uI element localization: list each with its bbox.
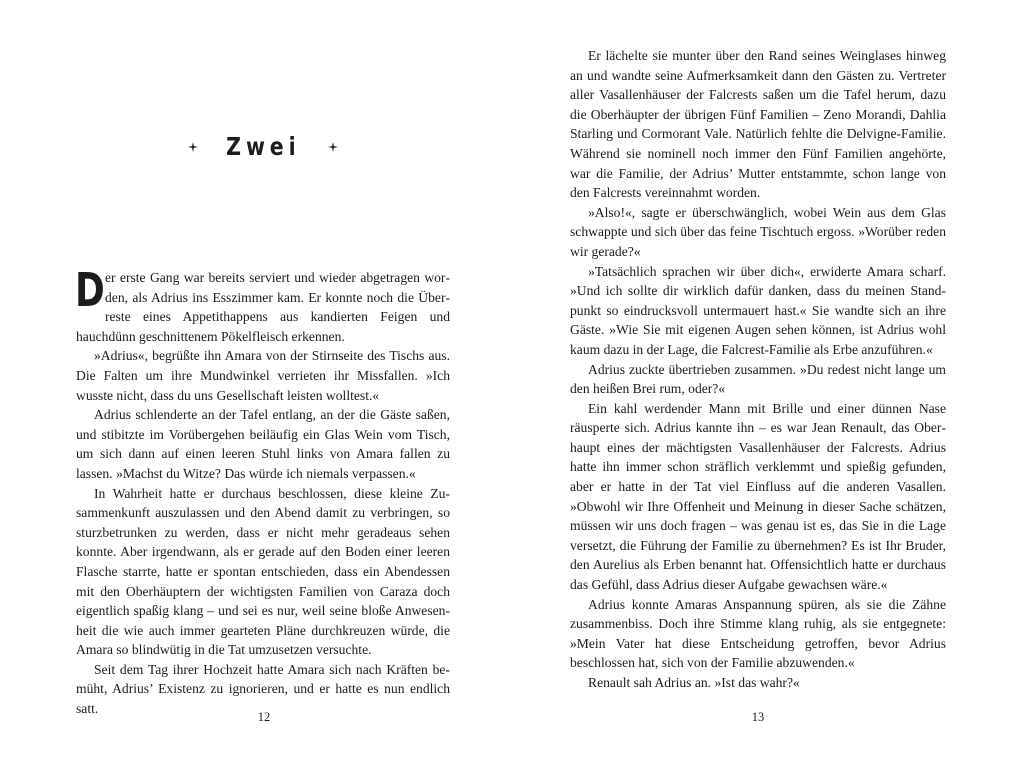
chapter-title: Zwei (225, 132, 301, 161)
paragraph: Adrius schlenderte an der Tafel entlang, an der die Gäste saßen, und stibitzte im Vorübergehen beiläufig ein Glas Wein vom Tisch, um sich dann auf einen leeren Stuhl links von Amara fallen zu lassen. »Machst du Witze? Das würde ich niemals verpassen.« (76, 407, 450, 481)
star-ornament-icon (328, 142, 338, 152)
paragraph (75, 263, 450, 346)
page-number-left: 12 (257, 710, 271, 724)
paragraph: Renault sah Adrius an. »Ist das wahr?« (588, 675, 800, 690)
paragraph: Er lächelte sie munter über den Rand seines Weinglases hinweg an und wandte seine Aufmerksamkeit dann den Gästen zu. Vertreter aller Vasallenhäuser der Falcrests saßen um die Tafel herum, dazu die Oberhäupter der übrigen Fünf Familien – Zeno Morandi, Dahlia Starling und Cormorant Vale. Natürlich fehlte die Delvigne-Familie. Während sie nominell noch immer den Fünf Familien angehörte, war die Familie, der Adrius’ Mutter entstammte, schon lange von den Falcrests vereinnahmt worden. (570, 48, 946, 201)
drop-cap: D (75, 263, 105, 317)
paragraph: »Tatsächlich sprachen wir über dich«, erwiderte Amara scharf. »Und ich sollte dir wirklich dafür danken, dass du meinen Standpunkt so eindrucksvoll untermauert hast.« Sie wandte sich an ihre Gäste. »Wie Sie mit eigenen Augen sehen können, ist Adrius wohl kaum dazu in der Lage, die Falcrest-Familie als Erbe anzuführen.« (570, 263, 946, 357)
paragraph: »Also!«, sagte er überschwänglich, wobei Wein aus dem Glas schwappte und sich über das feine Tischtuch ergoss. »Worüber reden wir gerade?« (570, 204, 946, 259)
paragraph: Adrius konnte Amaras Anspannung spüren, als sie die Zähne zusammenbiss. Doch ihre Stimme klang ruhig, als sie entgegnete: »Mein Vater hat diese Entscheidung getroffen, bevor Adrius beschlossen hat, sich von der Familie abzuwenden.« (570, 596, 946, 671)
paragraph: Ein kahl werdender Mann mit Brille und einer dünnen Nase räusperte sich. Adrius kannte ihn – es war Jean Renault, das Oberhaupt eines der mächtigsten Vasallenhäuser der Falcrests. Adrius hatte ihn immer schon sträflich verklemmt und spießig gefunden, aber er hatte in der Tat viel Einfluss auf die anderen Vasallen. »Obwohl wir Ihre Offenheit und Meinung in dieser Sache schätzen, müssen wir uns doch fragen – was genau ist es, das Sie in die Lage versetzt, die Führung der Familie zu übernehmen? Es ist Ihr Bruder, den Aurelius als Erben benannt hat. Offensichtlich hatte er durchaus das Gefühl, dass Adrius dieser Aufgabe gewachsen wäre.« (570, 400, 946, 593)
page-number-right: 13 (751, 710, 765, 724)
paragraph-text: er erste Gang war bereits serviert und wieder abgetragen worden, als Adrius ins Esszimmer kam. Er konnte noch die Überreste eines Appetithappens aus kandierten Feigen und hauchdünn geschnittenem Pökelfleisch erkennen. (76, 270, 450, 344)
paragraph: Seit dem Tag ihrer Hochzeit hatte Amara sich nach Kräften bemüht, Adrius’ Existenz zu ignorieren, und er hatte es nun endlich satt. (76, 661, 450, 717)
left-page-body (75, 263, 450, 719)
chapter-heading (76, 132, 450, 161)
paragraph: »Adrius«, begrüßte ihn Amara von der Stirnseite des Tischs aus. Die Falten um ihre Mundwinkel verrieten ihr Missfallen. »Ich wusste nicht, dass du uns Gesellschaft leisten wolltest.« (76, 348, 450, 403)
paragraph: In Wahrheit hatte er durchaus beschlossen, diese kleine Zusammenkunft auszulassen und den Abend damit zu verbringen, so sturzbetrunken zu werden, dass er nicht mehr geradeaus sehen konnte. Aber irgendwann, als er gerade auf den Boden einer leeren Flasche starrte, hatte er spontan entschieden, dass ein Abendessen mit den Oberhäuptern der wichtigsten Familien von Caraza doch eigentlich spaßig klang – und sei es nur, weil seine bloße Anwesenheit die wie auch immer gearteten Pläne durchkreuzen würde, die Amara so blindwütig in die Tat umzusetzen versuchte. (76, 485, 450, 658)
right-page-body (570, 46, 946, 693)
paragraph: Adrius zuckte übertrieben zusammen. »Du redest nicht lange um den heißen Brei rum, oder?« (570, 361, 946, 397)
star-ornament-icon (188, 142, 198, 152)
